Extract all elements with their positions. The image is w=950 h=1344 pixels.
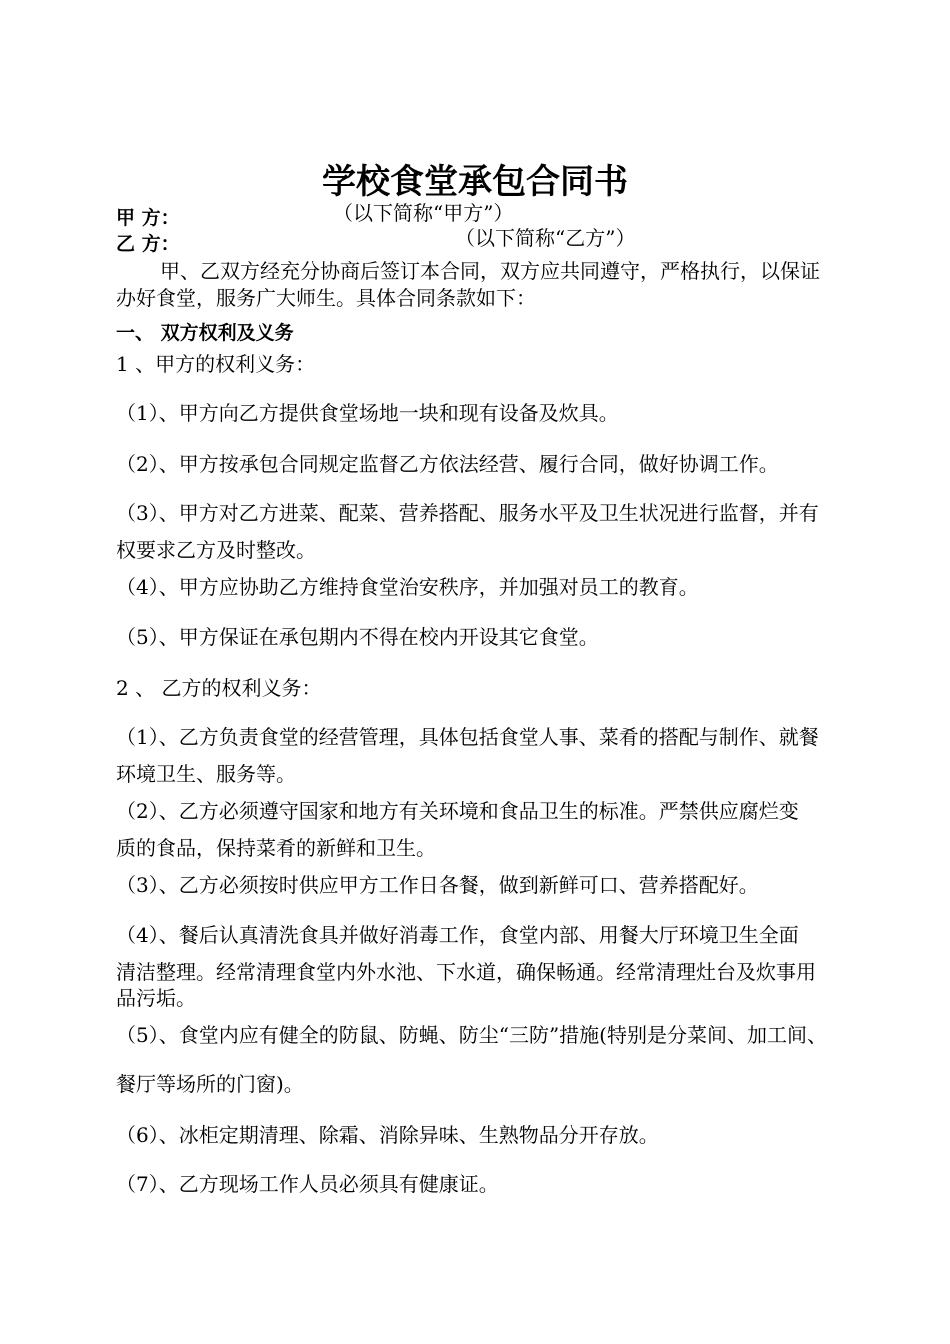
- party-b-item-1-line-1: （1）、乙方负责食堂的经营管理，具体包括食堂人事、菜肴的搭配与制作、就餐: [116, 725, 819, 749]
- party-b-item-4-line-3: 品污垢。: [116, 986, 196, 1010]
- intro-line-2: 办好食堂，服务广大师生。具体合同条款如下：: [116, 286, 536, 310]
- party-b-duties-heading: 2 、 乙方的权利义务：: [116, 676, 322, 700]
- section-heading: 一、 双方权利及义务: [116, 322, 294, 344]
- party-b-label: 乙 方：: [116, 233, 180, 255]
- party-b-item-2-line-1: （2）、乙方必须遵守国家和地方有关环境和食品卫生的标准。严禁供应腐烂变: [116, 799, 799, 823]
- party-b-item-3: （3）、乙方必须按时供应甲方工作日各餐，做到新鲜可口、营养搭配好。: [116, 873, 759, 897]
- party-a-item-5: （5）、甲方保证在承包期内不得在校内开设其它食堂。: [116, 625, 599, 649]
- party-b-item-7: （7）、乙方现场工作人员必须具有健康证。: [116, 1172, 499, 1196]
- party-b-note: （以下简称“乙方”）: [455, 226, 636, 250]
- party-b-item-4-line-1: （4）、餐后认真清洗食具并做好消毒工作，食堂内部、用餐大厅环境卫生全面: [116, 923, 799, 947]
- intro-line-1: 甲、乙双方经充分协商后签订本合同，双方应共同遵守，严格执行，以保证: [160, 259, 820, 283]
- party-b-item-1-line-2: 环境卫生、服务等。: [116, 762, 296, 786]
- party-b-item-6: （6）、冰柜定期清理、除霜、消除异味、生熟物品分开存放。: [116, 1123, 659, 1147]
- party-b-item-4-line-2: 清洁整理。经常清理食堂内外水池、下水道，确保畅通。经常清理灶台及炊事用: [116, 960, 816, 984]
- party-a-item-3-line-2: 权要求乙方及时整改。: [116, 538, 316, 562]
- party-b-item-5-line-1: （5）、食堂内应有健全的防鼠、防蝇、防尘“三防”措施(特别是分菜间、加工间、: [116, 1023, 827, 1047]
- party-a-note: （以下简称“甲方”）: [333, 201, 514, 225]
- party-b-item-5-line-2: 餐厅等场所的门窗)。: [116, 1072, 304, 1096]
- party-a-label: 甲 方：: [116, 207, 180, 229]
- party-a-duties-heading: 1 、甲方的权利义务：: [116, 352, 316, 376]
- party-a-item-4: （4）、甲方应协助乙方维持食堂治安秩序，并加强对员工的教育。: [116, 575, 699, 599]
- document-title: 学校食堂承包合同书: [322, 162, 628, 202]
- party-a-item-2: （2）、甲方按承包合同规定监督乙方依法经营、履行合同，做好协调工作。: [116, 452, 779, 476]
- party-b-item-2-line-2: 质的食品，保持菜肴的新鲜和卫生。: [116, 836, 436, 860]
- party-a-item-1: （1）、甲方向乙方提供食堂场地一块和现有设备及炊具。: [116, 401, 619, 425]
- party-a-item-3-line-1: （3）、甲方对乙方进菜、配菜、营养搭配、服务水平及卫生状况进行监督，并有: [116, 501, 819, 525]
